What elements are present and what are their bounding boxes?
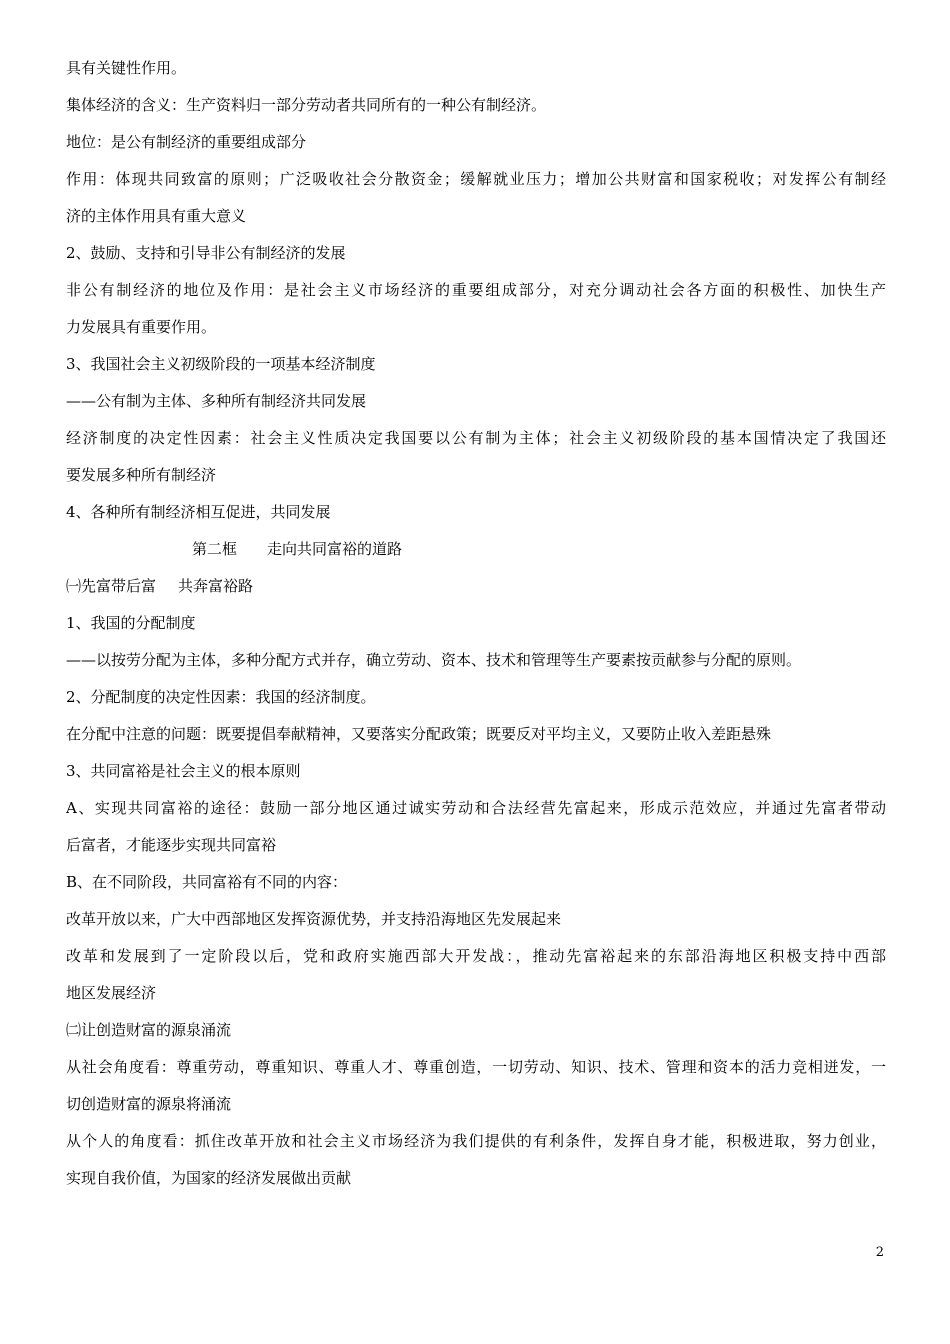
text-line: 切创造财富的源泉将涌流	[66, 1095, 232, 1113]
numbered-heading: 2、分配制度的决定性因素：我国的经济制度。	[66, 688, 376, 706]
document-body	[66, 50, 886, 1197]
text-line: 地区发展经济	[66, 984, 157, 1002]
text-line: 实现自我价值，为国家的经济发展做出贡献	[66, 1169, 352, 1187]
section-heading-part2: 走向共同富裕的道路	[267, 540, 403, 558]
numbered-heading: 1、我国的分配制度	[66, 614, 196, 632]
text-line: B、在不同阶段，共同富裕有不同的内容：	[66, 873, 348, 891]
text-line: 经济制度的决定性因素：社会主义性质决定我国要以公有制为主体；社会主义初级阶段的基本国情决定了我国还	[66, 429, 886, 447]
text-line: 从个人的角度看：抓住改革开放和社会主义市场经济为我们提供的有利条件，发挥自身才能，积极进取，努力创业，	[66, 1132, 886, 1150]
text-line: 地位：是公有制经济的重要组成部分	[66, 133, 307, 151]
subheading	[66, 568, 886, 605]
section-heading-part1: 第二框	[192, 540, 238, 558]
text-line: 作用：体现共同致富的原则；广泛吸收社会分散资金；缓解就业压力；增加公共财富和国家税收；对发挥公有制经	[66, 170, 886, 188]
numbered-heading: 3、共同富裕是社会主义的根本原则	[66, 762, 301, 780]
text-line: 改革开放以来，广大中西部地区发挥资源优势，并支持沿海地区先发展起来	[66, 910, 562, 928]
numbered-heading: 2、鼓励、支持和引导非公有制经济的发展	[66, 244, 346, 262]
text-line: 改革和发展到了一定阶段以后，党和政府实施西部大开发战：，推动先富裕起来的东部沿海地区积极支持中西部	[66, 947, 886, 965]
text-line: A、实现共同富裕的途径：鼓励一部分地区通过诚实劳动和合法经营先富起来，形成示范效应，并通过先富者带动	[66, 799, 886, 817]
text-line: 集体经济的含义：生产资料归一部分劳动者共同所有的一种公有制经济。	[66, 96, 547, 114]
section-heading	[66, 531, 886, 568]
text-line: ——公有制为主体、多种所有制经济共同发展	[66, 392, 367, 410]
text-line: 要发展多种所有制经济	[66, 466, 217, 484]
page-number: 2	[875, 1245, 884, 1260]
text-line: 非公有制经济的地位及作用：是社会主义市场经济的重要组成部分，对充分调动社会各方面的积极性、加快生产	[66, 281, 886, 299]
subheading: ㈡让创造财富的源泉涌流	[66, 1021, 232, 1039]
numbered-heading: 4、各种所有制经济相互促进，共同发展	[66, 503, 331, 521]
subheading-part2: 共奔富裕路	[178, 577, 254, 595]
text-line: 后富者，才能逐步实现共同富裕	[66, 836, 277, 854]
text-line: 济的主体作用具有重大意义	[66, 207, 247, 225]
text-line: 具有关键性作用。	[66, 59, 187, 77]
numbered-heading: 3、我国社会主义初级阶段的一项基本经济制度	[66, 355, 376, 373]
subheading-part1: ㈠先富带后富	[66, 577, 157, 595]
text-line: 力发展具有重要作用。	[66, 318, 217, 336]
text-line: ——以按劳分配为主体，多种分配方式并存，确立劳动、资本、技术和管理等生产要素按贡献参与分配的原则。	[66, 651, 802, 669]
text-line: 从社会角度看：尊重劳动，尊重知识、尊重人才、尊重创造，一切劳动、知识、技术、管理和资本的活力竞相迸发，一	[66, 1058, 886, 1076]
text-line: 在分配中注意的问题：既要提倡奉献精神，又要落实分配政策；既要反对平均主义，又要防止收入差距悬殊	[66, 725, 772, 743]
